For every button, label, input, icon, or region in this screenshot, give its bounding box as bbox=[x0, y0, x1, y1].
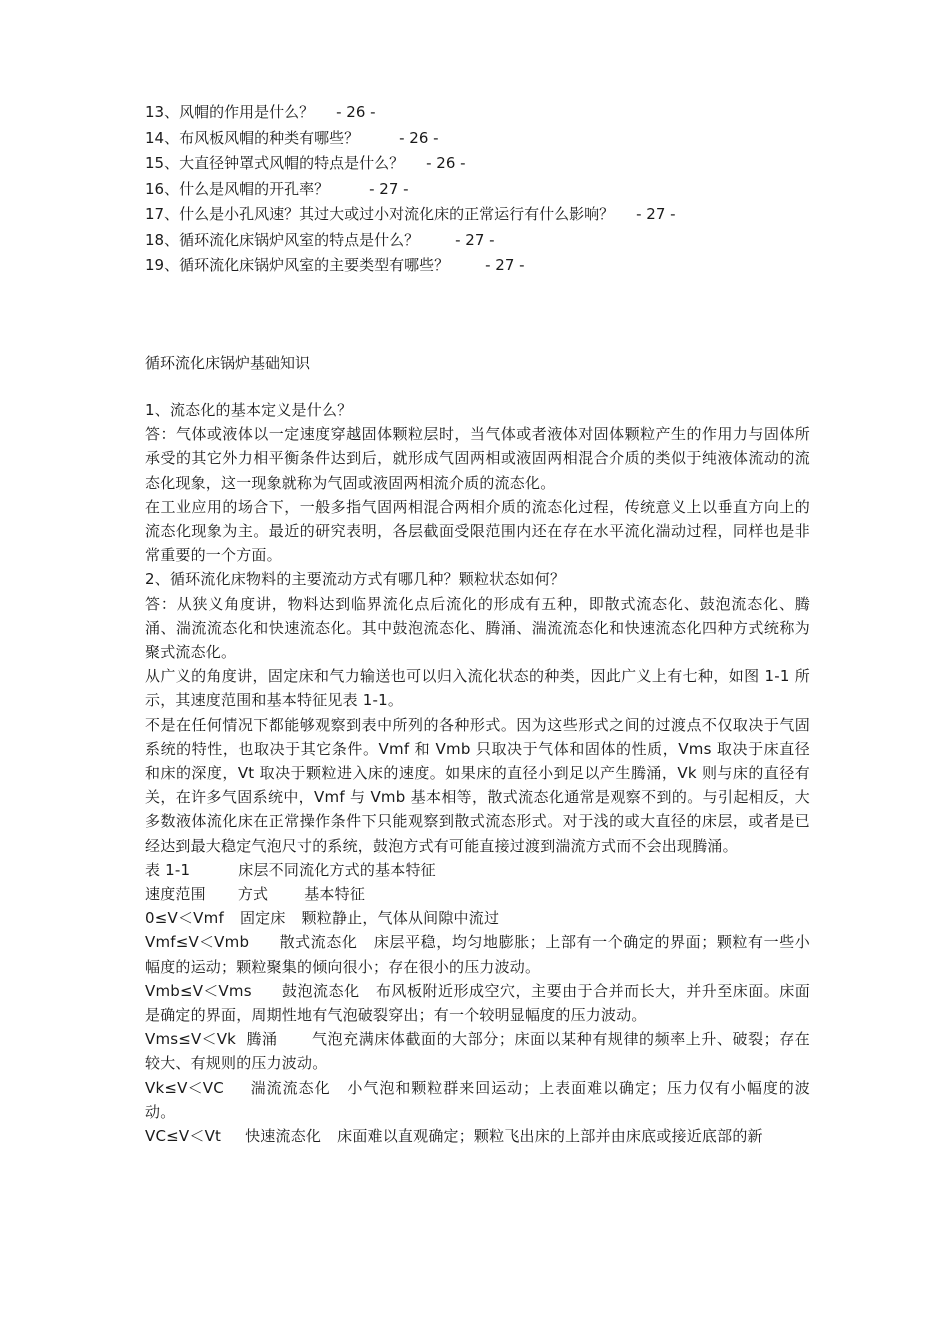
body-paragraph: 从广义的角度讲，固定床和气力输送也可以归入流化状态的种类，因此广义上有七种，如图 1-1 所示，其速度范围和基本特征见表 1-1。 bbox=[145, 667, 810, 710]
document-body bbox=[145, 398, 810, 1148]
toc-entry-text: 18、循环流化床锅炉风室的特点是什么？ bbox=[145, 230, 420, 249]
table-header-row bbox=[145, 882, 810, 906]
table-caption-label: 表 1-1 bbox=[145, 860, 191, 879]
table-of-contents bbox=[145, 100, 825, 279]
table-cell-desc: 颗粒静止，气体从间隙中流过 bbox=[301, 909, 500, 928]
table-row bbox=[145, 1027, 810, 1075]
toc-page-number: - 26 - bbox=[399, 128, 439, 147]
table-cell-range: VC≤V＜Vt bbox=[145, 1127, 222, 1146]
question-heading: 1、流态化的基本定义是什么？ bbox=[145, 401, 353, 419]
toc-entry[interactable] bbox=[145, 253, 825, 279]
toc-page-number: - 26 - bbox=[336, 103, 376, 121]
table-cell-range: Vk≤V＜VC bbox=[145, 1078, 224, 1097]
document-title: 循环流化床锅炉基础知识 bbox=[145, 354, 311, 372]
table-cell-mode: 鼓泡流态化 bbox=[281, 981, 360, 1000]
toc-entry[interactable] bbox=[145, 202, 825, 228]
table-caption-title: 床层不同流化方式的基本特征 bbox=[238, 860, 436, 879]
body-paragraph: 在工业应用的场合下，一般多指气固两相混合两相介质的流态化过程，传统意义上以垂直方向上的流态化现象为主。最近的研究表明，各层截面受限范围内还在存在水平流化湍动过程，同样也是非常重要的一个方面。 bbox=[145, 497, 810, 565]
table-cell-range: Vmb≤V＜Vms bbox=[145, 981, 252, 1000]
table-cell-desc: 气泡充满床体截面的大部分；床面以某种有规律的频率上升、破裂；存在较大、有规则的压力波动。 bbox=[145, 1030, 810, 1073]
toc-entry-text: 13、风帽的作用是什么？ bbox=[145, 103, 315, 121]
toc-entry-text: 14、布风板风帽的种类有哪些？ bbox=[145, 128, 360, 147]
toc-page-number: - 27 - bbox=[369, 179, 409, 198]
toc-entry-text: 19、循环流化床锅炉风室的主要类型有哪些？ bbox=[145, 256, 450, 274]
answer-paragraph: 答：从狭义角度讲，物料达到临界流化点后流化的形成有五种，即散式流态化、鼓泡流态化、腾涌、湍流流态化和快速流态化。其中鼓泡流态化、腾涌、湍流流态化和快速流态化四种方式统称为聚式流态化。 bbox=[145, 594, 810, 662]
table-row bbox=[145, 1124, 810, 1148]
table-cell-range: Vms≤V＜Vk bbox=[145, 1030, 237, 1049]
table-cell-desc: 布风板附近形成空穴，主要由于合并而长大，并升至床面。床面是确定的界面，周期性地有气泡破裂穿出；有一个较明显幅度的压力波动。 bbox=[145, 981, 810, 1025]
table-row bbox=[145, 930, 810, 978]
table-cell-mode: 腾涌 bbox=[246, 1030, 278, 1049]
toc-page-number: - 27 - bbox=[636, 205, 676, 223]
table-header-cell: 速度范围 bbox=[145, 885, 206, 904]
question-heading: 2、循环流化床物料的主要流动方式有哪几种？颗粒状态如何？ bbox=[145, 570, 566, 589]
table-cell-range: 0≤V＜Vmf bbox=[145, 909, 224, 928]
answer-paragraph: 答：气体或液体以一定速度穿越固体颗粒层时，当气体或者液体对固体颗粒产生的作用力与固体所承受的其它外力相平衡条件达到后，就形成气固两相或液固两相混合介质的类似于纯液体流动的流态化现象，这一现象就称为气固或液固两相流介质的流态化。 bbox=[145, 425, 810, 492]
table-cell-mode: 湍流流态化 bbox=[249, 1078, 331, 1097]
toc-page-number: - 27 - bbox=[455, 230, 495, 249]
toc-entry-text: 17、什么是小孔风速？其过大或过小对流化床的正常运行有什么影响？ bbox=[145, 205, 615, 223]
table-header-cell: 方式 bbox=[237, 885, 269, 904]
table-cell-mode: 固定床 bbox=[239, 909, 286, 928]
table-caption bbox=[145, 858, 810, 882]
body-paragraph: 不是在任何情况下都能够观察到表中所列的各种形式。因为这些形式之间的过渡点不仅取决于气固系统的特性，也取决于其它条件。Vmf 和 Vmb 只取决于气体和固体的性质，Vms 取决于床直径和床的深度，Vt 取决于颗粒进入床的速度。如果床的直径小到足以产生腾涌，Vk 则与床的直径有关，在许多气固系统中，Vmf 与 Vmb 基本相等，散式流态化通常是观察不到的。与引起相反，大多数液体流化床在正常操作条件下只能观察到散式流态形式。对于浅的或大直径的床层，或者是已经达到最大稳定气泡尺寸的系统，鼓泡方式有可能直接过渡到湍流方式而不会出现腾涌。 bbox=[145, 715, 810, 855]
table-cell-desc: 床面难以直观确定；颗粒飞出床的上部并由床底或接近底部的新 bbox=[337, 1127, 763, 1146]
table-cell-mode: 散式流态化 bbox=[279, 933, 358, 952]
toc-page-number: - 27 - bbox=[485, 256, 525, 274]
toc-entry[interactable] bbox=[145, 228, 825, 254]
table-row bbox=[145, 906, 810, 930]
toc-entry[interactable] bbox=[145, 151, 825, 177]
toc-entry[interactable] bbox=[145, 100, 825, 126]
toc-entry-text: 15、大直径钟罩式风帽的特点是什么？ bbox=[145, 154, 405, 172]
toc-entry[interactable] bbox=[145, 177, 825, 203]
table-cell-desc: 小气泡和颗粒群来回运动；上表面难以确定；压力仅有小幅度的波动。 bbox=[145, 1078, 810, 1121]
table-header-cell: 基本特征 bbox=[304, 885, 366, 904]
table-row bbox=[145, 979, 810, 1027]
table-cell-range: Vmf≤V＜Vmb bbox=[145, 933, 250, 952]
toc-entry[interactable] bbox=[145, 126, 825, 152]
table-cell-mode: 快速流态化 bbox=[245, 1127, 322, 1146]
toc-entry-text: 16、什么是风帽的开孔率？ bbox=[145, 179, 330, 198]
table-row bbox=[145, 1076, 810, 1124]
table-cell-desc: 床层平稳，均匀地膨胀；上部有一个确定的界面；颗粒有一些小幅度的运动；颗粒聚集的倾向很小；存在很小的压力波动。 bbox=[145, 933, 810, 976]
toc-page-number: - 26 - bbox=[426, 154, 466, 172]
